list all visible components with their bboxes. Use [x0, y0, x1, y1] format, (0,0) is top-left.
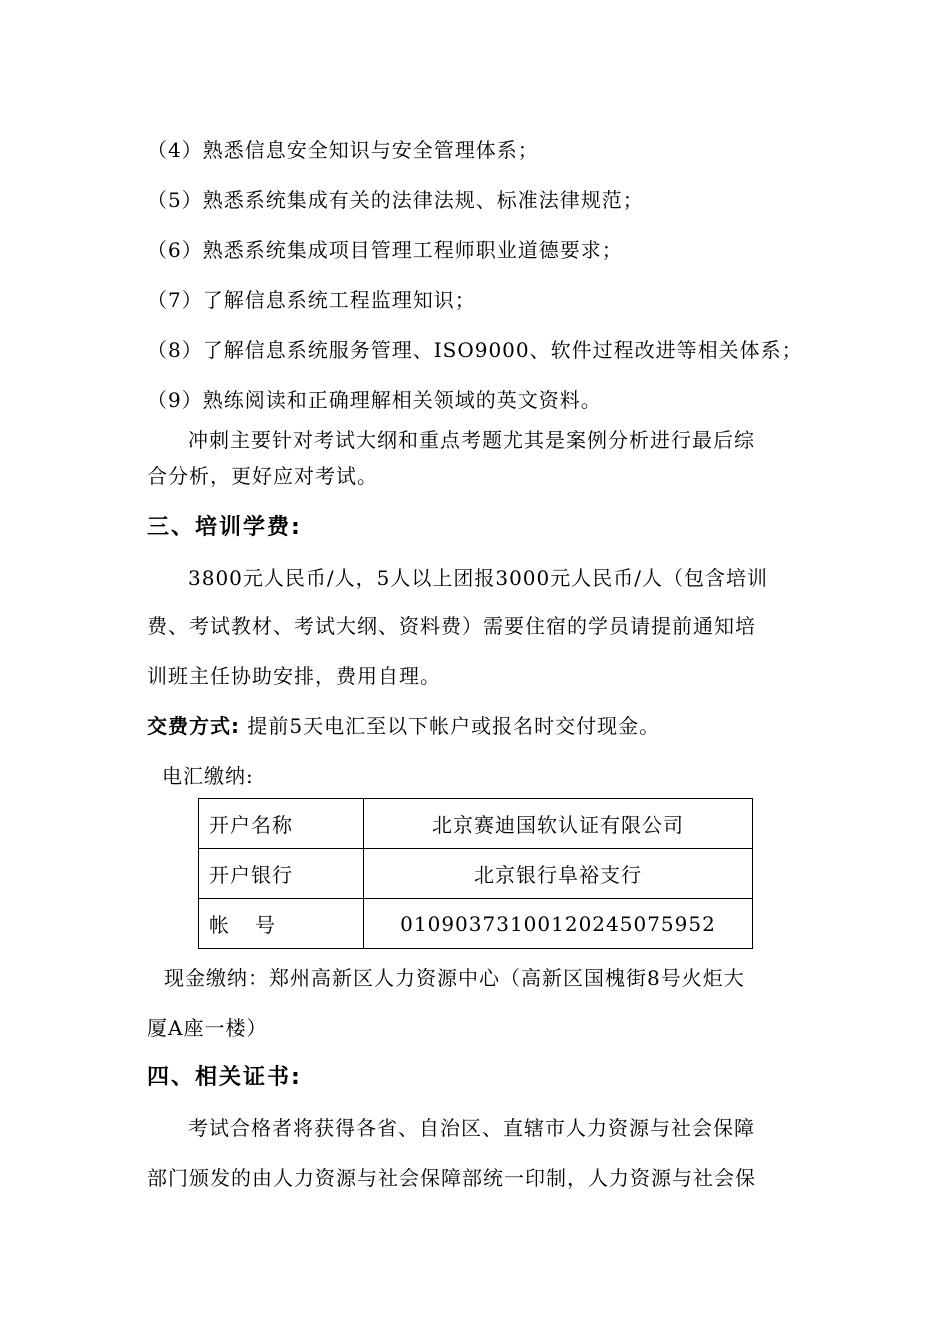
- list-item-5: （5）熟悉系统集成有关的法律法规、标准法律规范；: [147, 188, 644, 212]
- wire-transfer-label: 电汇缴纳:: [162, 764, 254, 788]
- certificate-line-2: 部门颁发的由人力资源与社会保障部统一印制，人力资源与社会保: [147, 1166, 756, 1190]
- cash-payment-line-2: 厦A座一楼）: [147, 1016, 268, 1040]
- list-item-7: （7）了解信息系统工程监理知识；: [147, 288, 476, 312]
- table-row: [199, 899, 753, 949]
- fee-line-3: 训班主任协助安排，费用自理。: [147, 664, 441, 688]
- payment-method-text: 提前5天电汇至以下帐户或报名时交付现金。: [247, 714, 661, 738]
- cash-payment-line-1: 现金缴纳：郑州高新区人力资源中心（高新区国槐街8号火炬大: [164, 966, 745, 990]
- list-item-9: （9）熟练阅读和正确理解相关领域的英文资料。: [147, 388, 602, 412]
- sprint-paragraph-line2: 合分析，更好应对考试。: [147, 464, 378, 488]
- account-number-key: 帐号: [199, 899, 364, 949]
- section-4-heading: 四、相关证书:: [147, 1065, 302, 1090]
- certificate-line-1: 考试合格者将获得各省、自治区、直辖市人力资源与社会保障: [188, 1116, 755, 1140]
- list-item-4: （4）熟悉信息安全知识与安全管理体系；: [147, 138, 539, 162]
- payment-method-label: 交费方式:: [147, 714, 240, 738]
- table-row: [199, 799, 753, 849]
- account-name-key: 开户名称: [199, 799, 364, 849]
- payment-method-line: [147, 712, 660, 740]
- bank-account-table: [198, 798, 753, 949]
- sprint-paragraph-line1: 冲刺主要针对考试大纲和重点考题尤其是案例分析进行最后综: [188, 428, 755, 452]
- bank-name-value: 北京银行阜裕支行: [364, 849, 753, 899]
- account-name-value: 北京赛迪国软认证有限公司: [364, 799, 753, 849]
- fee-line-2: 费、考试教材、考试大纲、资料费）需要住宿的学员请提前通知培: [147, 614, 756, 638]
- table-row: [199, 849, 753, 899]
- section-3-heading: 三、培训学费:: [147, 515, 302, 540]
- list-item-8: （8）了解信息系统服务管理、ISO9000、软件过程改进等相关体系；: [147, 338, 803, 362]
- account-number-value: 01090373100120245075952: [364, 899, 753, 949]
- fee-line-1: 3800元人民币/人，5人以上团报3000元人民币/人（包含培训: [188, 566, 768, 590]
- bank-name-key: 开户银行: [199, 849, 364, 899]
- list-item-6: （6）熟悉系统集成项目管理工程师职业道德要求；: [147, 238, 623, 262]
